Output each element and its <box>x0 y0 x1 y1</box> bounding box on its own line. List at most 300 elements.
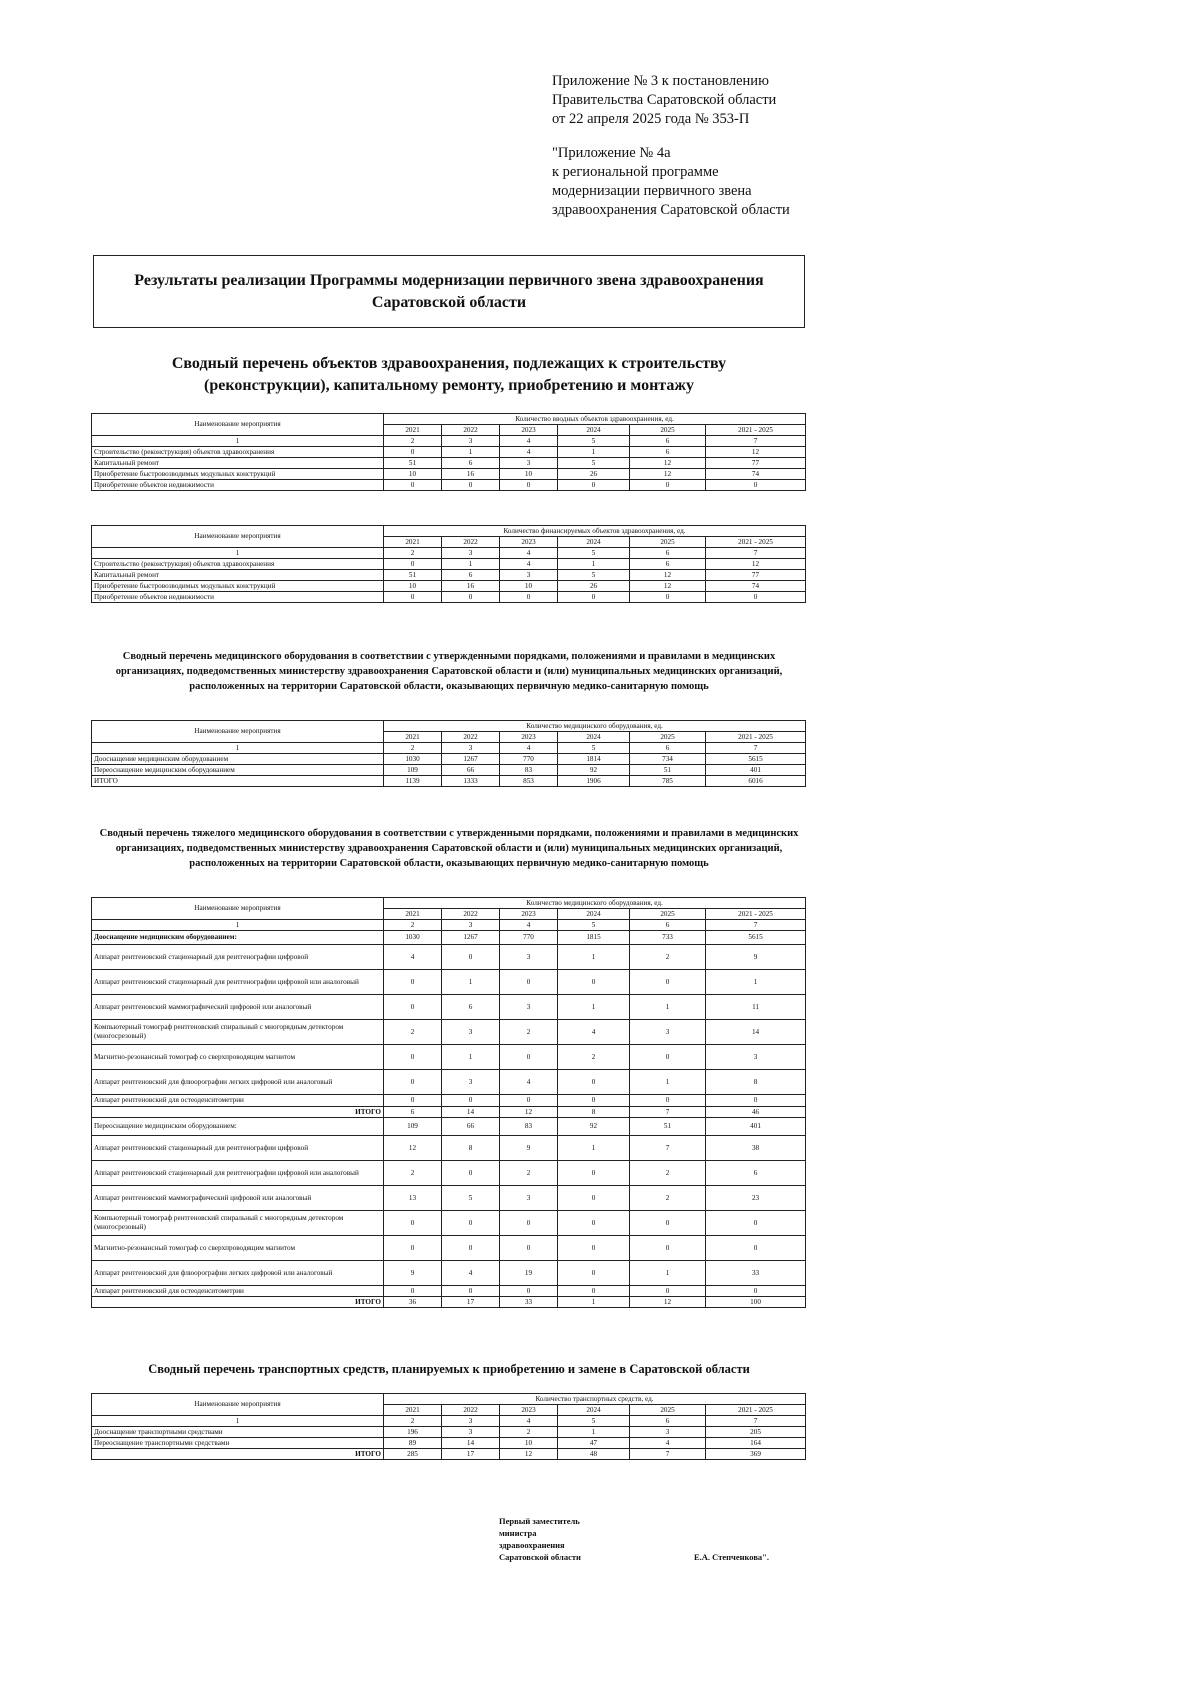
section-title: Сводный перечень тяжелого медицинского оборудования в соответствии с утвержденными порядками, положениями и правилами в медицинских организациях, подведомственных министерству здравоохранения Саратовской области и (или) муниципальных медицинских организаций, расположенных на территории Саратовской области, оказывающих первичную медико-санитарную помощь <box>99 828 799 869</box>
cell-value: 3 <box>500 570 558 581</box>
column-number: 1 <box>92 1416 384 1427</box>
cell-value: 6016 <box>706 776 806 787</box>
header-line: "Приложение № 4а <box>552 145 671 161</box>
year-header: 2021 - 2025 <box>706 425 806 436</box>
year-header: 2021 - 2025 <box>706 732 806 743</box>
column-number: 7 <box>706 436 806 447</box>
row-name: Переоснащение транспортными средствами <box>92 1438 384 1449</box>
cell-value: 0 <box>442 592 500 603</box>
cell-value: 285 <box>384 1449 442 1460</box>
row-name: Приобретение быстровозводимых модульных конструкций <box>92 469 384 480</box>
cell-value: 1267 <box>442 754 500 765</box>
cell-value: 3 <box>500 945 558 970</box>
cell-value: 0 <box>630 592 706 603</box>
cell-value: 5 <box>558 458 630 469</box>
column-number-row <box>92 436 806 447</box>
cell-value: 0 <box>384 447 442 458</box>
main-title: Результаты реализации Программы модернизации первичного звена здравоохранения Саратовской области <box>134 271 764 311</box>
row-name: Аппарат рентгеновский стационарный для рентгенографии цифровой или аналоговый <box>92 1161 384 1186</box>
year-header: 2021 <box>384 732 442 743</box>
cell-value: 12 <box>706 559 806 570</box>
cell-value: 2 <box>630 945 706 970</box>
year-header: 2022 <box>442 537 500 548</box>
signature-position <box>499 1515 581 1563</box>
cell-value: 8 <box>442 1136 500 1161</box>
cell-value: 2 <box>500 1161 558 1186</box>
year-header: 2024 <box>558 1405 630 1416</box>
column-number: 1 <box>92 548 384 559</box>
year-header: 2025 <box>630 425 706 436</box>
cell-value: 0 <box>384 970 442 995</box>
cell-value: 51 <box>630 765 706 776</box>
cell-value: 1814 <box>558 754 630 765</box>
cell-value: 0 <box>442 1095 500 1107</box>
cell-value: 6 <box>630 559 706 570</box>
cell-value: 66 <box>442 1118 500 1136</box>
row-name: Аппарат рентгеновский для флюорографии легких цифровой или аналоговый <box>92 1261 384 1286</box>
cell-value: 8 <box>706 1070 806 1095</box>
table-row <box>92 1211 806 1236</box>
cell-value: 0 <box>558 1186 630 1211</box>
cell-value: 1 <box>442 447 500 458</box>
cell-value: 770 <box>500 931 558 945</box>
row-name: Переоснащение медицинским оборудованием <box>92 765 384 776</box>
cell-value: 11 <box>706 995 806 1020</box>
column-number: 3 <box>442 1416 500 1427</box>
cell-value: 3 <box>500 1186 558 1211</box>
cell-value: 12 <box>630 469 706 480</box>
cell-value: 2 <box>384 1161 442 1186</box>
cell-value: 1 <box>558 945 630 970</box>
cell-value: 1267 <box>442 931 500 945</box>
cell-value: 0 <box>558 1161 630 1186</box>
group-title: Дооснащение медицинским оборудованием: <box>92 931 384 945</box>
cell-value: 36 <box>384 1297 442 1308</box>
column-number: 2 <box>384 920 442 931</box>
year-header: 2022 <box>442 1405 500 1416</box>
cell-value: 12 <box>500 1107 558 1118</box>
row-name: Аппарат рентгеновский для остеоденситометрии <box>92 1095 384 1107</box>
cell-value: 12 <box>630 458 706 469</box>
cell-value: 4 <box>442 1261 500 1286</box>
cell-value: 3 <box>630 1020 706 1045</box>
row-name: Компьютерный томограф рентгеновский спиральный с многорядным детектором (многосрезовый) <box>92 1020 384 1045</box>
year-header: 2024 <box>558 909 630 920</box>
year-header: 2024 <box>558 425 630 436</box>
table-row-total <box>92 1449 806 1460</box>
year-header: 2021 <box>384 1405 442 1416</box>
cell-value: 0 <box>500 480 558 491</box>
table-row <box>92 1186 806 1211</box>
cell-value: 10 <box>384 581 442 592</box>
column-number-row <box>92 920 806 931</box>
cell-value: 66 <box>442 765 500 776</box>
cell-value: 7 <box>630 1449 706 1460</box>
appendix-header <box>552 72 776 129</box>
cell-value: 4 <box>630 1438 706 1449</box>
cell-value: 10 <box>384 469 442 480</box>
year-header: 2023 <box>500 1405 558 1416</box>
cell-value: 0 <box>500 1045 558 1070</box>
column-header-name: Наименование мероприятия <box>92 526 384 548</box>
year-header: 2025 <box>630 537 706 548</box>
year-header: 2025 <box>630 732 706 743</box>
cell-value: 196 <box>384 1427 442 1438</box>
cell-value: 0 <box>558 1070 630 1095</box>
cell-value: 853 <box>500 776 558 787</box>
cell-value: 0 <box>500 1286 558 1297</box>
column-number: 5 <box>558 920 630 931</box>
header-line: к региональной программе <box>552 164 719 180</box>
cell-value: 1 <box>630 1070 706 1095</box>
cell-value: 0 <box>500 1236 558 1261</box>
column-number: 4 <box>500 920 558 931</box>
column-number: 6 <box>630 1416 706 1427</box>
cell-value: 2 <box>384 1020 442 1045</box>
table-heavy-equipment <box>91 897 806 1308</box>
cell-value: 0 <box>630 1211 706 1236</box>
cell-value: 51 <box>630 1118 706 1136</box>
year-header: 2023 <box>500 425 558 436</box>
cell-value: 92 <box>558 1118 630 1136</box>
cell-value: 0 <box>706 480 806 491</box>
row-name: Аппарат рентгеновский стационарный для рентгенографии цифровой <box>92 945 384 970</box>
cell-value: 0 <box>442 1211 500 1236</box>
cell-value: 0 <box>384 1286 442 1297</box>
cell-value: 3 <box>630 1427 706 1438</box>
cell-value: 0 <box>384 1236 442 1261</box>
cell-value: 0 <box>384 1211 442 1236</box>
cell-value: 0 <box>384 1070 442 1095</box>
header-line: здравоохранения Саратовской области <box>552 202 790 218</box>
row-name: Компьютерный томограф рентгеновский спиральный с многорядным детектором (многосрезовый) <box>92 1211 384 1236</box>
cell-value: 74 <box>706 469 806 480</box>
table-row <box>92 592 806 603</box>
table-row <box>92 995 806 1020</box>
column-number: 2 <box>384 743 442 754</box>
table-row <box>92 945 806 970</box>
year-header: 2021 <box>384 537 442 548</box>
table-row <box>92 754 806 765</box>
total-label: ИТОГО <box>92 1297 384 1308</box>
year-header: 2023 <box>500 537 558 548</box>
header-line: модернизации первичного звена <box>552 183 752 199</box>
cell-value: 2 <box>630 1161 706 1186</box>
cell-value: 7 <box>630 1136 706 1161</box>
column-number: 6 <box>630 548 706 559</box>
cell-value: 6 <box>442 570 500 581</box>
row-name: Аппарат рентгеновский стационарный для рентгенографии цифровой или аналоговый <box>92 970 384 995</box>
cell-value: 23 <box>706 1186 806 1211</box>
cell-value: 1139 <box>384 776 442 787</box>
cell-value: 0 <box>630 1095 706 1107</box>
row-name: Капитальный ремонт <box>92 570 384 581</box>
column-number: 7 <box>706 548 806 559</box>
column-number: 7 <box>706 1416 806 1427</box>
column-number: 5 <box>558 548 630 559</box>
cell-value: 1906 <box>558 776 630 787</box>
cell-value: 4 <box>558 1020 630 1045</box>
cell-value: 92 <box>558 765 630 776</box>
cell-value: 2 <box>500 1427 558 1438</box>
cell-value: 77 <box>706 458 806 469</box>
cell-value: 48 <box>558 1449 630 1460</box>
table-row-total <box>92 1297 806 1308</box>
cell-value: 3 <box>500 995 558 1020</box>
column-number-row <box>92 1416 806 1427</box>
cell-value: 0 <box>706 1211 806 1236</box>
cell-value: 2 <box>630 1186 706 1211</box>
cell-value: 0 <box>558 1211 630 1236</box>
cell-value: 1 <box>442 1045 500 1070</box>
column-header-name: Наименование мероприятия <box>92 898 384 920</box>
year-header: 2024 <box>558 537 630 548</box>
cell-value: 74 <box>706 581 806 592</box>
column-number: 7 <box>706 743 806 754</box>
cell-value: 12 <box>706 447 806 458</box>
table-row <box>92 1427 806 1438</box>
column-number: 4 <box>500 436 558 447</box>
column-number: 3 <box>442 436 500 447</box>
cell-value: 1 <box>442 970 500 995</box>
cell-value: 6 <box>384 1107 442 1118</box>
year-header: 2021 - 2025 <box>706 909 806 920</box>
cell-value: 1030 <box>384 754 442 765</box>
cell-value: 0 <box>500 970 558 995</box>
cell-value: 12 <box>384 1136 442 1161</box>
column-number: 5 <box>558 743 630 754</box>
cell-value: 2 <box>558 1045 630 1070</box>
year-header: 2021 - 2025 <box>706 1405 806 1416</box>
cell-value: 0 <box>706 592 806 603</box>
column-number: 5 <box>558 1416 630 1427</box>
row-name: Приобретение объектов недвижимости <box>92 592 384 603</box>
year-header: 2022 <box>442 732 500 743</box>
column-number: 7 <box>706 920 806 931</box>
row-name: Магнитно-резонансный томограф со сверхпроводящим магнитом <box>92 1045 384 1070</box>
header-line: Правительства Саратовской области <box>552 92 777 108</box>
cell-value: 1 <box>558 1427 630 1438</box>
table-row <box>92 1095 806 1107</box>
cell-value: 0 <box>442 945 500 970</box>
cell-value: 100 <box>706 1297 806 1308</box>
column-number: 1 <box>92 743 384 754</box>
cell-value: 0 <box>706 1236 806 1261</box>
cell-value: 3 <box>442 1020 500 1045</box>
table-row-total <box>92 1107 806 1118</box>
year-header: 2024 <box>558 732 630 743</box>
group-header: Количество финансируемых объектов здравоохранения, ед. <box>384 526 806 537</box>
cell-value: 13 <box>384 1186 442 1211</box>
cell-value: 0 <box>500 592 558 603</box>
cell-value: 770 <box>500 754 558 765</box>
cell-value: 12 <box>630 1297 706 1308</box>
cell-value: 3 <box>500 458 558 469</box>
cell-value: 401 <box>706 1118 806 1136</box>
cell-value: 205 <box>706 1427 806 1438</box>
total-label: ИТОГО <box>92 1449 384 1460</box>
cell-value: 0 <box>558 1261 630 1286</box>
cell-value: 0 <box>706 1286 806 1297</box>
cell-value: 109 <box>384 765 442 776</box>
cell-value: 12 <box>630 581 706 592</box>
year-header: 2021 <box>384 425 442 436</box>
cell-value: 51 <box>384 458 442 469</box>
cell-value: 9 <box>706 945 806 970</box>
cell-value: 12 <box>500 1449 558 1460</box>
table-facilities-commissioned <box>91 413 806 491</box>
table-row <box>92 970 806 995</box>
cell-value: 33 <box>500 1297 558 1308</box>
cell-value: 734 <box>630 754 706 765</box>
table-row <box>92 480 806 491</box>
cell-value: 10 <box>500 581 558 592</box>
column-number: 4 <box>500 548 558 559</box>
table-facilities-financed <box>91 525 806 603</box>
cell-value: 12 <box>630 570 706 581</box>
column-number-row <box>92 743 806 754</box>
cell-value: 1030 <box>384 931 442 945</box>
cell-value: 3 <box>442 1427 500 1438</box>
table-row <box>92 458 806 469</box>
year-header: 2021 - 2025 <box>706 537 806 548</box>
column-header-name: Наименование мероприятия <box>92 1394 384 1416</box>
cell-value: 0 <box>442 1286 500 1297</box>
main-title-box <box>93 255 805 328</box>
group-header: Количество медицинского оборудования, ед. <box>384 898 806 909</box>
cell-value: 6 <box>706 1161 806 1186</box>
cell-value: 1 <box>558 559 630 570</box>
appendix-reference <box>552 144 790 220</box>
cell-value: 1 <box>558 1297 630 1308</box>
cell-value: 19 <box>500 1261 558 1286</box>
header-line: от 22 апреля 2025 года № 353-П <box>552 111 750 127</box>
cell-value: 4 <box>500 559 558 570</box>
row-name: Строительство (реконструкция) объектов здравоохранения <box>92 447 384 458</box>
cell-value: 2 <box>500 1020 558 1045</box>
column-number: 2 <box>384 436 442 447</box>
row-name: Аппарат рентгеновский для остеоденситометрии <box>92 1286 384 1297</box>
column-number: 1 <box>92 436 384 447</box>
header-line: Приложение № 3 к постановлению <box>552 73 769 89</box>
cell-value: 1815 <box>558 931 630 945</box>
cell-value: 26 <box>558 581 630 592</box>
table-row <box>92 570 806 581</box>
column-header-name: Наименование мероприятия <box>92 721 384 743</box>
cell-value: 46 <box>706 1107 806 1118</box>
cell-value: 14 <box>706 1020 806 1045</box>
cell-value: 0 <box>630 970 706 995</box>
row-name: Аппарат рентгеновский стационарный для рентгенографии цифровой <box>92 1136 384 1161</box>
cell-value: 0 <box>442 1236 500 1261</box>
row-name: ИТОГО <box>92 776 384 787</box>
cell-value: 89 <box>384 1438 442 1449</box>
table-row <box>92 1236 806 1261</box>
group-row <box>92 931 806 945</box>
cell-value: 1 <box>630 1261 706 1286</box>
cell-value: 0 <box>500 1095 558 1107</box>
year-header: 2021 <box>384 909 442 920</box>
cell-value: 109 <box>384 1118 442 1136</box>
cell-value: 0 <box>630 1045 706 1070</box>
row-name: Приобретение быстровозводимых модульных конструкций <box>92 581 384 592</box>
cell-value: 1 <box>558 1136 630 1161</box>
cell-value: 0 <box>706 1095 806 1107</box>
cell-value: 9 <box>500 1136 558 1161</box>
cell-value: 0 <box>500 1211 558 1236</box>
cell-value: 14 <box>442 1438 500 1449</box>
cell-value: 0 <box>384 559 442 570</box>
row-name: Приобретение объектов недвижимости <box>92 480 384 491</box>
cell-value: 1 <box>558 447 630 458</box>
cell-value: 0 <box>558 1095 630 1107</box>
column-number: 2 <box>384 1416 442 1427</box>
table-row <box>92 1438 806 1449</box>
cell-value: 1 <box>558 995 630 1020</box>
cell-value: 26 <box>558 469 630 480</box>
table-vehicles <box>91 1393 806 1460</box>
cell-value: 9 <box>384 1261 442 1286</box>
cell-value: 0 <box>384 592 442 603</box>
group-header: Количество транспортных средств, ед. <box>384 1394 806 1405</box>
cell-value: 0 <box>384 1045 442 1070</box>
table-row <box>92 1070 806 1095</box>
cell-value: 5615 <box>706 754 806 765</box>
cell-value: 0 <box>558 1286 630 1297</box>
cell-value: 0 <box>630 1286 706 1297</box>
table-row <box>92 469 806 480</box>
cell-value: 0 <box>558 1236 630 1261</box>
cell-value: 17 <box>442 1449 500 1460</box>
cell-value: 0 <box>630 1236 706 1261</box>
row-name: Дооснащение медицинским оборудованием <box>92 754 384 765</box>
section-title: Сводный перечень транспортных средств, планируемых к приобретению и замене в Саратовской области <box>148 1362 750 1376</box>
year-header: 2025 <box>630 909 706 920</box>
cell-value: 14 <box>442 1107 500 1118</box>
column-number: 3 <box>442 548 500 559</box>
cell-value: 0 <box>558 970 630 995</box>
cell-value: 4 <box>500 447 558 458</box>
column-number: 6 <box>630 743 706 754</box>
cell-value: 83 <box>500 765 558 776</box>
signature-line: здравоохранения <box>499 1540 565 1550</box>
cell-value: 77 <box>706 570 806 581</box>
year-header: 2022 <box>442 425 500 436</box>
table-row <box>92 1020 806 1045</box>
section-title: Сводный перечень объектов здравоохранения, подлежащих к строительству (реконструкции), капитальному ремонту, приобретению и монтажу <box>171 355 727 394</box>
cell-value: 51 <box>384 570 442 581</box>
cell-value: 17 <box>442 1297 500 1308</box>
cell-value: 0 <box>384 995 442 1020</box>
cell-value: 33 <box>706 1261 806 1286</box>
cell-value: 0 <box>558 592 630 603</box>
column-number: 3 <box>442 920 500 931</box>
row-name: Дооснащение транспортными средствами <box>92 1427 384 1438</box>
cell-value: 369 <box>706 1449 806 1460</box>
cell-value: 1 <box>630 995 706 1020</box>
cell-value: 5 <box>442 1186 500 1211</box>
signature-line: Саратовской области <box>499 1552 581 1562</box>
table-row <box>92 1136 806 1161</box>
table-row <box>92 581 806 592</box>
column-number: 4 <box>500 743 558 754</box>
column-header-name: Наименование мероприятия <box>92 414 384 436</box>
table-medical-equipment <box>91 720 806 787</box>
cell-value: 5 <box>558 570 630 581</box>
table-row-total <box>92 776 806 787</box>
table-row <box>92 1286 806 1297</box>
row-name: Аппарат рентгеновский маммографический цифровой или аналоговый <box>92 1186 384 1211</box>
